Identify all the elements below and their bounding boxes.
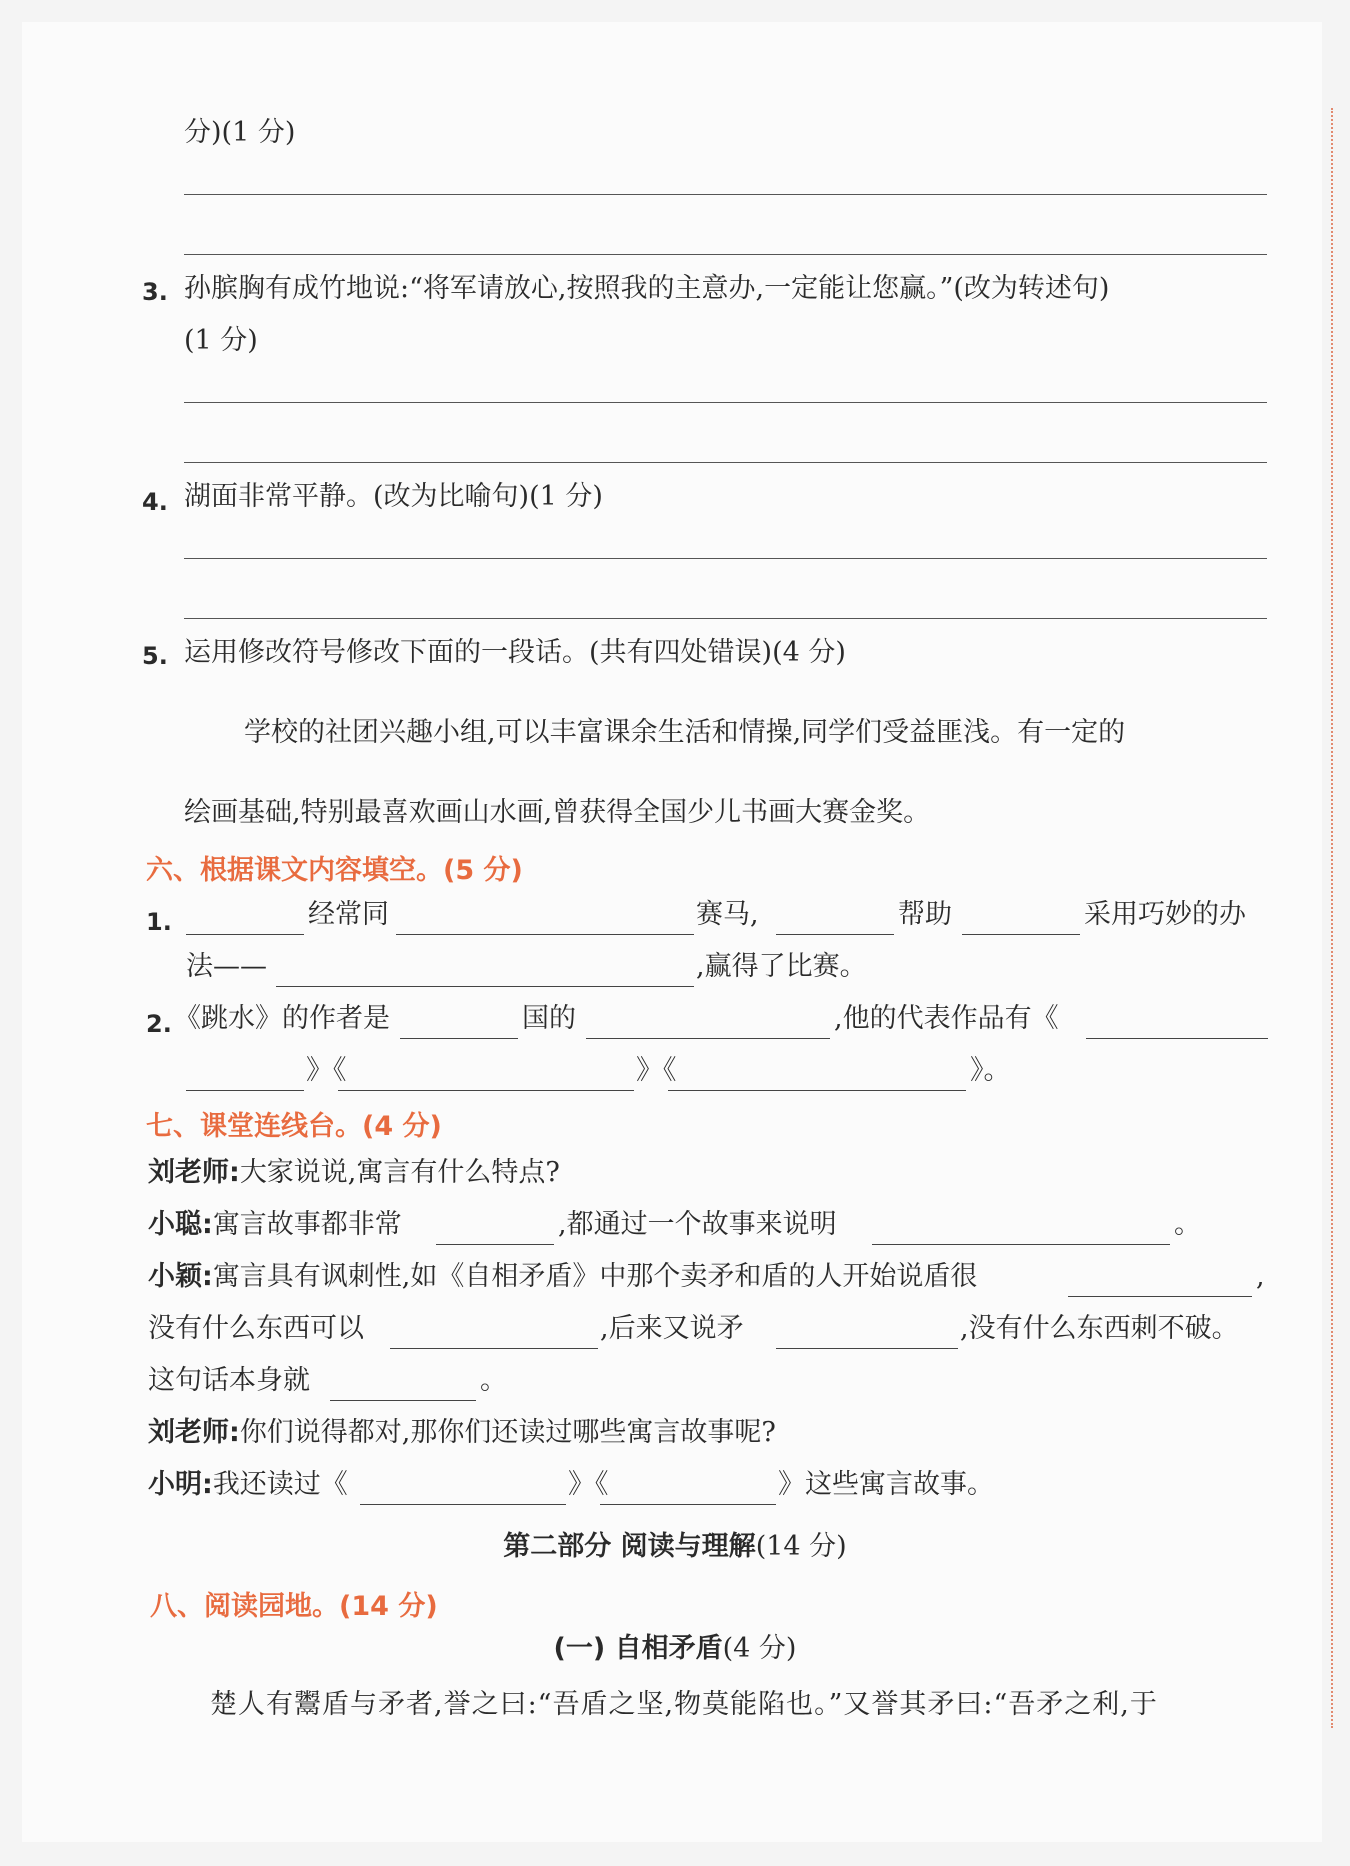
- dialogue-line-2: [148, 1208, 402, 1242]
- answer-line[interactable]: [184, 462, 1267, 463]
- speech: ,都通过一个故事来说明: [558, 1209, 837, 1240]
- fill-blank[interactable]: [330, 1400, 476, 1401]
- fill-blank[interactable]: [600, 1504, 776, 1505]
- speech: 没有什么东西可以: [148, 1313, 364, 1344]
- fill-text: 经常同: [308, 899, 389, 930]
- dialogue-line-6: [148, 1416, 776, 1450]
- speech: 。: [480, 1365, 507, 1396]
- reading-passage: 楚人有鬻盾与矛者,誉之曰:“吾盾之坚,物莫能陷也。”又誉其矛曰:“吾矛之利,于: [210, 1689, 1158, 1720]
- answer-line[interactable]: [184, 618, 1267, 619]
- section-8-title: 八、阅读园地。(14 分): [150, 1591, 438, 1622]
- speaker: 小明:: [148, 1469, 213, 1500]
- section-7-title: 七、课堂连线台。(4 分): [146, 1111, 442, 1142]
- fill-text: 《跳水》的作者是: [174, 1003, 390, 1034]
- question-4-text: 湖面非常平静。(改为比喻句)(1 分): [184, 481, 603, 512]
- question-3-score: (1 分): [184, 325, 258, 356]
- question-number: 3.: [142, 278, 168, 306]
- question-5-text: 运用修改符号修改下面的一段话。(共有四处错误)(4 分): [184, 637, 846, 668]
- fill-text: 法——: [186, 951, 267, 982]
- speech: ,后来又说矛: [600, 1313, 744, 1344]
- fill-blank[interactable]: [276, 986, 694, 987]
- speaker: 刘老师:: [148, 1417, 240, 1448]
- fill-blank[interactable]: [962, 934, 1080, 935]
- fill-blank[interactable]: [776, 1348, 958, 1349]
- speech: ,: [1256, 1261, 1265, 1292]
- fill-text: ,他的代表作品有《: [834, 1003, 1059, 1034]
- fill-text: 》《: [636, 1055, 677, 1086]
- fill-blank[interactable]: [776, 934, 894, 935]
- dialogue-line-7: [148, 1468, 348, 1502]
- speech: 这句话本身就: [148, 1365, 310, 1396]
- reading-subtitle: [0, 1632, 1350, 1666]
- binding-line: [1331, 108, 1333, 1728]
- answer-line[interactable]: [184, 254, 1267, 255]
- fill-text: 国的: [522, 1003, 576, 1034]
- speech: 。: [1174, 1209, 1201, 1240]
- fill-blank[interactable]: [1086, 1038, 1268, 1039]
- dialogue-line-3: [148, 1260, 977, 1294]
- question-3-text: 孙膑胸有成竹地说:“将军请放心,按照我的主意办,一定能让您赢。”(改为转述句): [184, 273, 1110, 304]
- fill-blank[interactable]: [436, 1244, 554, 1245]
- fill-blank[interactable]: [186, 1090, 304, 1091]
- answer-line[interactable]: [184, 194, 1267, 195]
- answer-line[interactable]: [184, 558, 1267, 559]
- speech: 寓言故事都非常: [212, 1209, 402, 1240]
- speech: 你们说得都对,那你们还读过哪些寓言故事呢?: [239, 1417, 776, 1448]
- fill-blank[interactable]: [360, 1504, 566, 1505]
- fill-text: 赛马,: [696, 899, 759, 930]
- fill-blank[interactable]: [586, 1038, 830, 1039]
- fill-blank[interactable]: [872, 1244, 1170, 1245]
- part-2-score: (14 分): [755, 1531, 847, 1562]
- fill-blank[interactable]: [390, 1348, 598, 1349]
- question-number: 1.: [146, 908, 172, 936]
- part-2-heading: [0, 1530, 1350, 1564]
- fill-text: 》。: [970, 1055, 1011, 1086]
- section-6-title: 六、根据课文内容填空。(5 分): [146, 855, 523, 886]
- fill-blank[interactable]: [396, 934, 694, 935]
- fill-blank[interactable]: [1068, 1296, 1252, 1297]
- fill-blank[interactable]: [400, 1038, 518, 1039]
- reading-score: (4 分): [722, 1633, 797, 1664]
- speech: 我还读过《: [212, 1469, 348, 1500]
- revision-paragraph-line-1: 学校的社团兴趣小组,可以丰富课余生活和情操,同学们受益匪浅。有一定的: [244, 717, 1126, 748]
- fill-blank[interactable]: [668, 1090, 966, 1091]
- q2-tail: 分)(1 分): [184, 117, 296, 148]
- dialogue-line-1: [148, 1156, 560, 1190]
- speech: ,没有什么东西刺不破。: [960, 1313, 1239, 1344]
- fill-blank[interactable]: [338, 1090, 634, 1091]
- question-number: 4.: [142, 488, 168, 516]
- answer-line[interactable]: [184, 402, 1267, 403]
- fill-text: ,赢得了比赛。: [696, 951, 867, 982]
- speech: 大家说说,寓言有什么特点?: [239, 1157, 560, 1188]
- speaker: 小颖:: [148, 1261, 213, 1292]
- speaker: 刘老师:: [148, 1157, 240, 1188]
- fill-text: 帮助: [898, 899, 952, 930]
- reading-title: (一) 自相矛盾: [553, 1633, 723, 1664]
- speech: 寓言具有讽刺性,如《自相矛盾》中那个卖矛和盾的人开始说盾很: [212, 1261, 978, 1292]
- revision-paragraph-line-2: 绘画基础,特别最喜欢画山水画,曾获得全国少儿书画大赛金奖。: [184, 797, 931, 828]
- speaker: 小聪:: [148, 1209, 213, 1240]
- fill-blank[interactable]: [186, 934, 304, 935]
- question-number: 2.: [146, 1010, 172, 1038]
- fill-text: 》《: [306, 1055, 347, 1086]
- question-number: 5.: [142, 642, 168, 670]
- speech: 》这些寓言故事。: [778, 1469, 994, 1500]
- speech: 》《: [568, 1469, 609, 1500]
- fill-text: 采用巧妙的办: [1084, 899, 1246, 930]
- part-2-title: 第二部分 阅读与理解: [503, 1531, 756, 1562]
